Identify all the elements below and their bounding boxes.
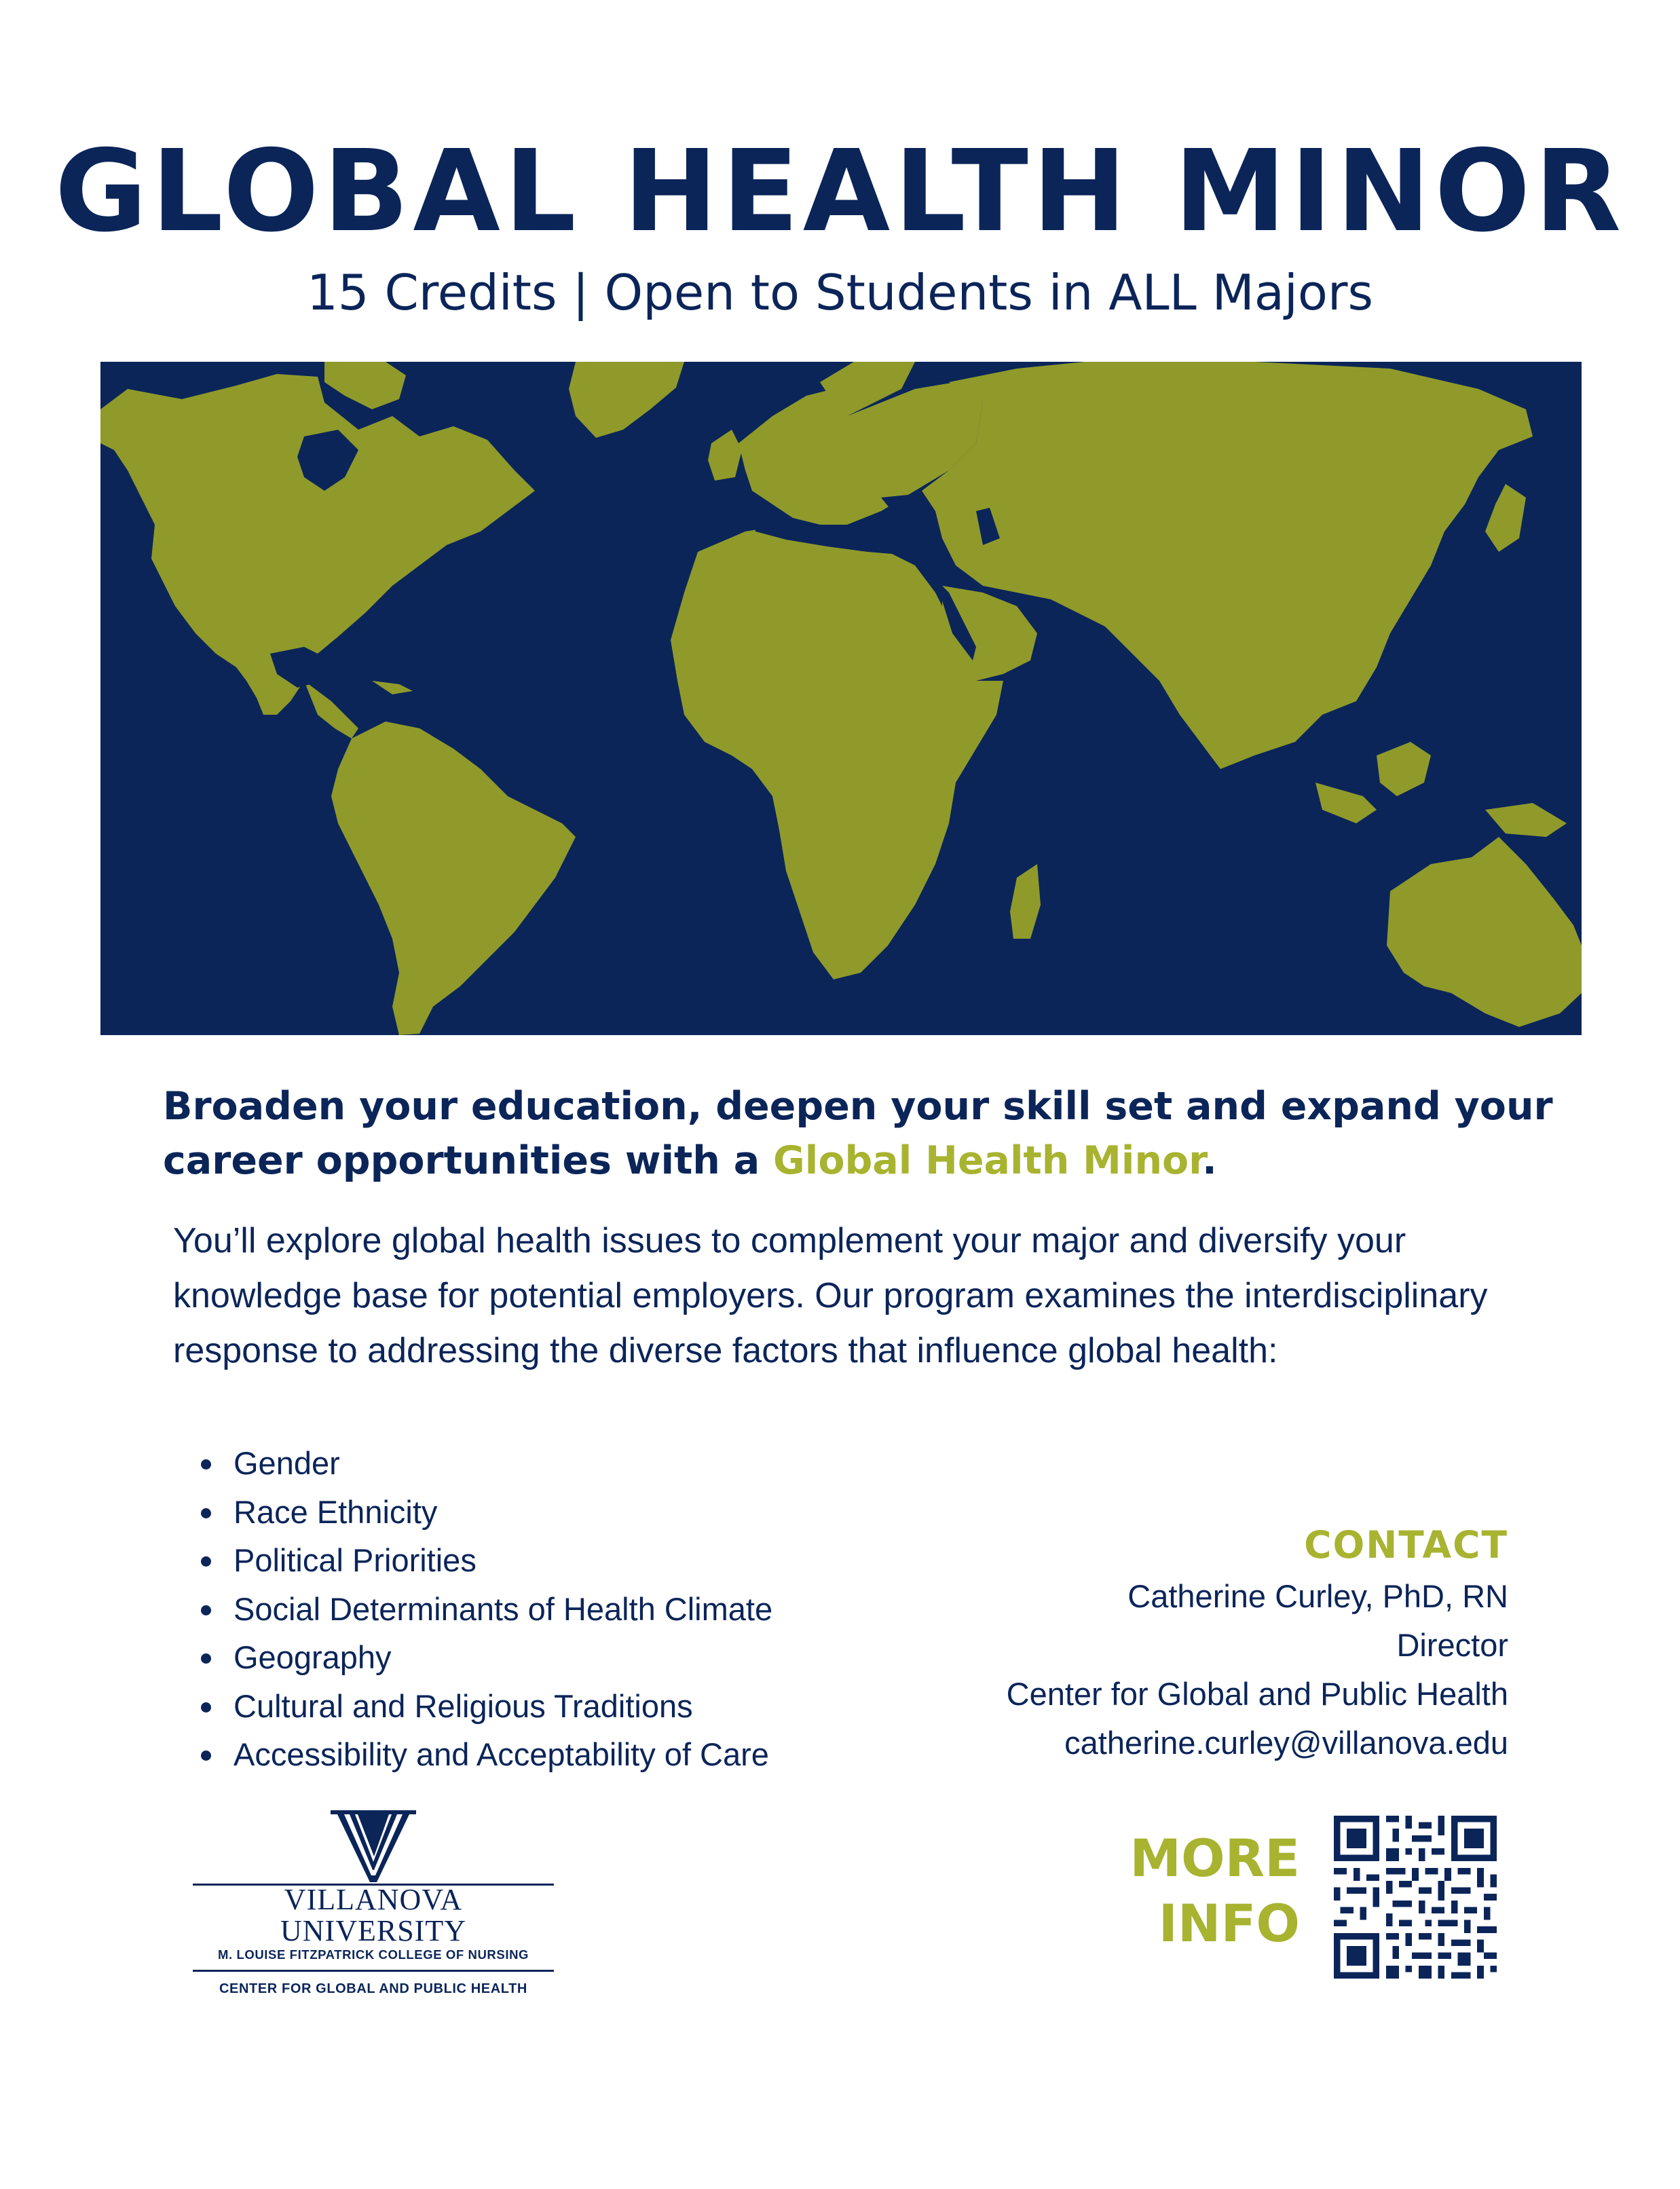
map-asia <box>922 362 1533 769</box>
page-title: GLOBAL HEALTH MINOR <box>54 126 1626 257</box>
contact-heading: CONTACT <box>1304 1523 1508 1567</box>
map-central-america <box>304 681 358 738</box>
map-arctic-islands <box>324 362 406 409</box>
list-item: Accessibility and Acceptability of Care <box>197 1730 772 1779</box>
world-map <box>100 362 1582 1035</box>
factors-list <box>197 1439 772 1779</box>
map-greenland <box>569 362 684 438</box>
map-uk <box>708 430 742 481</box>
list-item: Race Ethnicity <box>197 1488 772 1537</box>
more-info-label <box>1100 1826 1300 1956</box>
map-caribbean <box>372 681 413 694</box>
villanova-v-icon <box>329 1809 417 1884</box>
logo-university: VILLANOVA UNIVERSITY <box>280 1883 466 1947</box>
map-borneo <box>1377 742 1431 796</box>
more-info-line2: INFO <box>1158 1893 1300 1953</box>
villanova-logo <box>190 1809 557 1996</box>
list-item: Cultural and Religious Traditions <box>197 1682 772 1731</box>
tagline-text: Broaden your education, deepen your skill set and expand your career opportunities with a <box>163 1084 1553 1183</box>
intro-paragraph: You’ll explore global health issues to complement your major and diversify your knowledge base for potential employers. Our program examines the interdisciplinary response to addressing the diverse factors that influence global health: <box>173 1221 1488 1370</box>
contact-role: Director <box>1396 1627 1508 1663</box>
logo-rule <box>193 1970 554 1972</box>
contact-name: Catherine Curley, PhD, RN <box>1127 1578 1508 1614</box>
map-australia <box>1387 837 1582 1027</box>
map-madagascar <box>1010 864 1041 939</box>
page-subtitle: 15 Credits | Open to Students in ALL Majors <box>306 264 1374 321</box>
list-item: Geography <box>197 1633 772 1682</box>
list-item: Social Determinants of Health Climate <box>197 1585 772 1634</box>
logo-college: M. LOUISE FITZPATRICK COLLEGE OF NURSING <box>217 1947 529 1962</box>
logo-center: CENTER FOR GLOBAL AND PUBLIC HEALTH <box>219 1981 527 1996</box>
more-info-line1: MORE <box>1130 1828 1300 1888</box>
list-item: Political Priorities <box>197 1536 772 1585</box>
tagline-accent: Global Health Minor <box>773 1138 1203 1183</box>
contact-email[interactable]: catherine.curley@villanova.edu <box>1064 1725 1508 1761</box>
map-japan <box>1485 484 1526 552</box>
qr-code-icon[interactable] <box>1334 1816 1497 1979</box>
tagline <box>163 1079 1554 1188</box>
contact-block <box>1007 1520 1508 1767</box>
map-indonesia <box>1315 783 1377 823</box>
tagline-period: . <box>1202 1138 1217 1183</box>
map-new-guinea <box>1485 803 1567 837</box>
map-south-america <box>331 722 576 1035</box>
contact-org: Center for Global and Public Health <box>1006 1676 1508 1712</box>
list-item: Gender <box>197 1439 772 1488</box>
